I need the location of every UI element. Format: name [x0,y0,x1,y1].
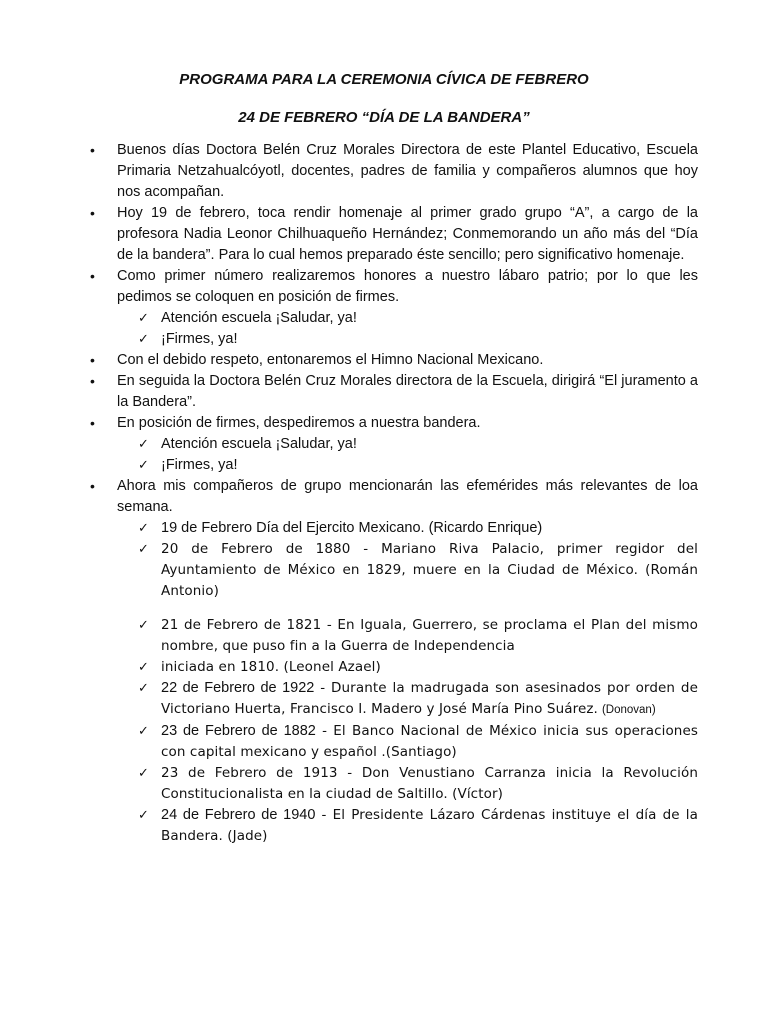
checkmark-icon: ✓ [138,724,149,739]
list-item [86,371,698,413]
checkmark-icon: ✓ [138,458,149,473]
bullet-icon: • [90,478,95,494]
check-item-text: Atención escuela ¡Saludar, ya! [161,436,357,452]
list-item-text: Buenos días Doctora Belén Cruz Morales Directora de este Plantel Educativo, Escuela Primaria Netzahualcóyotl, docentes, padres de familia y compañeros alumnos que hoy nos acompañan. [117,142,698,200]
check-item-text: ¡Firmes, ya! [161,331,238,347]
check-item-text: Atención escuela ¡Saludar, ya! [161,310,357,326]
list-item-text: Con el debido respeto, entonaremos el Himno Nacional Mexicano. [117,352,544,368]
ephemeris-date: 22 de Febrero de 1922 [161,680,315,696]
ephemeris-text: 19 de Febrero Día del Ejercito Mexicano. (Ricardo Enrique) [161,520,543,536]
checkmark-icon: ✓ [138,332,149,347]
ephemeris-date: 23 de Febrero de 1882 [161,723,316,739]
ephemeris-item [86,615,698,657]
ephemeris-text: 20 de Febrero de 1880 - Mariano Riva Palacio, primer regidor del Ayuntamiento de México en 1829, muere en la Ciudad de México. (Román Antonio) [161,541,698,599]
document-title: PROGRAMA PARA LA CEREMONIA CÍVICA DE FEBRERO [179,71,589,88]
list-item [86,203,698,266]
ephemeris-item [86,721,698,763]
ephemeris-date: 24 de Febrero de 1940 [161,807,316,823]
spacer [86,602,698,615]
ephemeris-text: - El Presidente Lázaro Cárdenas instituye el día de la Bandera. (Jade) [161,807,698,844]
list-item-text: En posición de firmes, despediremos a nuestra bandera. [117,415,481,431]
bullet-icon: • [90,205,95,221]
bullet-icon: • [90,352,95,368]
ephemeris-student: (Donovan) [601,704,656,716]
ephemeris-item [86,805,698,847]
ephemeris-text: 21 de Febrero de 1821 - En Iguala, Guerrero, se proclama el Plan del mismo nombre, que puso fin a la Guerra de Independencia [161,617,698,654]
bullet-icon: • [90,415,95,431]
list-item-text: En seguida la Doctora Belén Cruz Morales directora de la Escuela, dirigirá “El juramento a la Bandera”. [117,373,698,410]
ephemeris-text: - Durante la madrugada son asesinados por orden de Victoriano Huerta, Francisco I. Madero y José María Pino Suárez. [161,680,698,717]
bullet-icon: • [90,373,95,389]
ephemeris-item [86,539,698,602]
list-item-text: Ahora mis compañeros de grupo mencionarán las efemérides más relevantes de loa semana. [117,478,698,515]
ephemeris-item [86,518,698,539]
checkmark-icon: ✓ [138,618,149,633]
ephemeris-text: 23 de Febrero de 1913 - Don Venustiano Carranza inicia la Revolución Constitucionalista en la ciudad de Saltillo. (Víctor) [161,765,698,802]
check-item [86,329,698,350]
ephemeris-text: iniciada en 1810. (Leonel Azael) [161,659,381,675]
document-subtitle: 24 DE FEBRERO “DÍA DE LA BANDERA” [238,109,530,126]
list-item-text: Como primer número realizaremos honores a nuestro lábaro patrio; por lo que les pedimos se coloquen en posición de firmes. [117,268,698,305]
check-item [86,434,698,455]
ephemeris-item [86,678,698,721]
list-item-text: Hoy 19 de febrero, toca rendir homenaje al primer grado grupo “A”, a cargo de la profesora Nadia Leonor Chilhuaqueño Hernández; Conmemorando un año más del “Día de la bandera”. Para lo cual hemos preparado éste sencillo; pero significativo homenaje. [117,205,698,263]
list-item [86,350,698,371]
ephemeris-item [86,763,698,805]
checkmark-icon: ✓ [138,766,149,781]
list-item [86,266,698,308]
checkmark-icon: ✓ [138,660,149,675]
check-item-text: ¡Firmes, ya! [161,457,238,473]
list-item [86,476,698,518]
list-item [86,413,698,434]
check-item [86,308,698,329]
checkmark-icon: ✓ [138,311,149,326]
bullet-icon: • [90,268,95,284]
bullet-icon: • [90,142,95,158]
check-item [86,455,698,476]
list-item [86,140,698,203]
checkmark-icon: ✓ [138,521,149,536]
ephemeris-text: - El Banco Nacional de México inicia sus operaciones con capital mexicano y español .(Santiago) [161,723,698,760]
checkmark-icon: ✓ [138,681,149,696]
checkmark-icon: ✓ [138,542,149,557]
program-list [86,140,698,847]
ephemeris-item [86,657,698,678]
checkmark-icon: ✓ [138,808,149,823]
checkmark-icon: ✓ [138,437,149,452]
